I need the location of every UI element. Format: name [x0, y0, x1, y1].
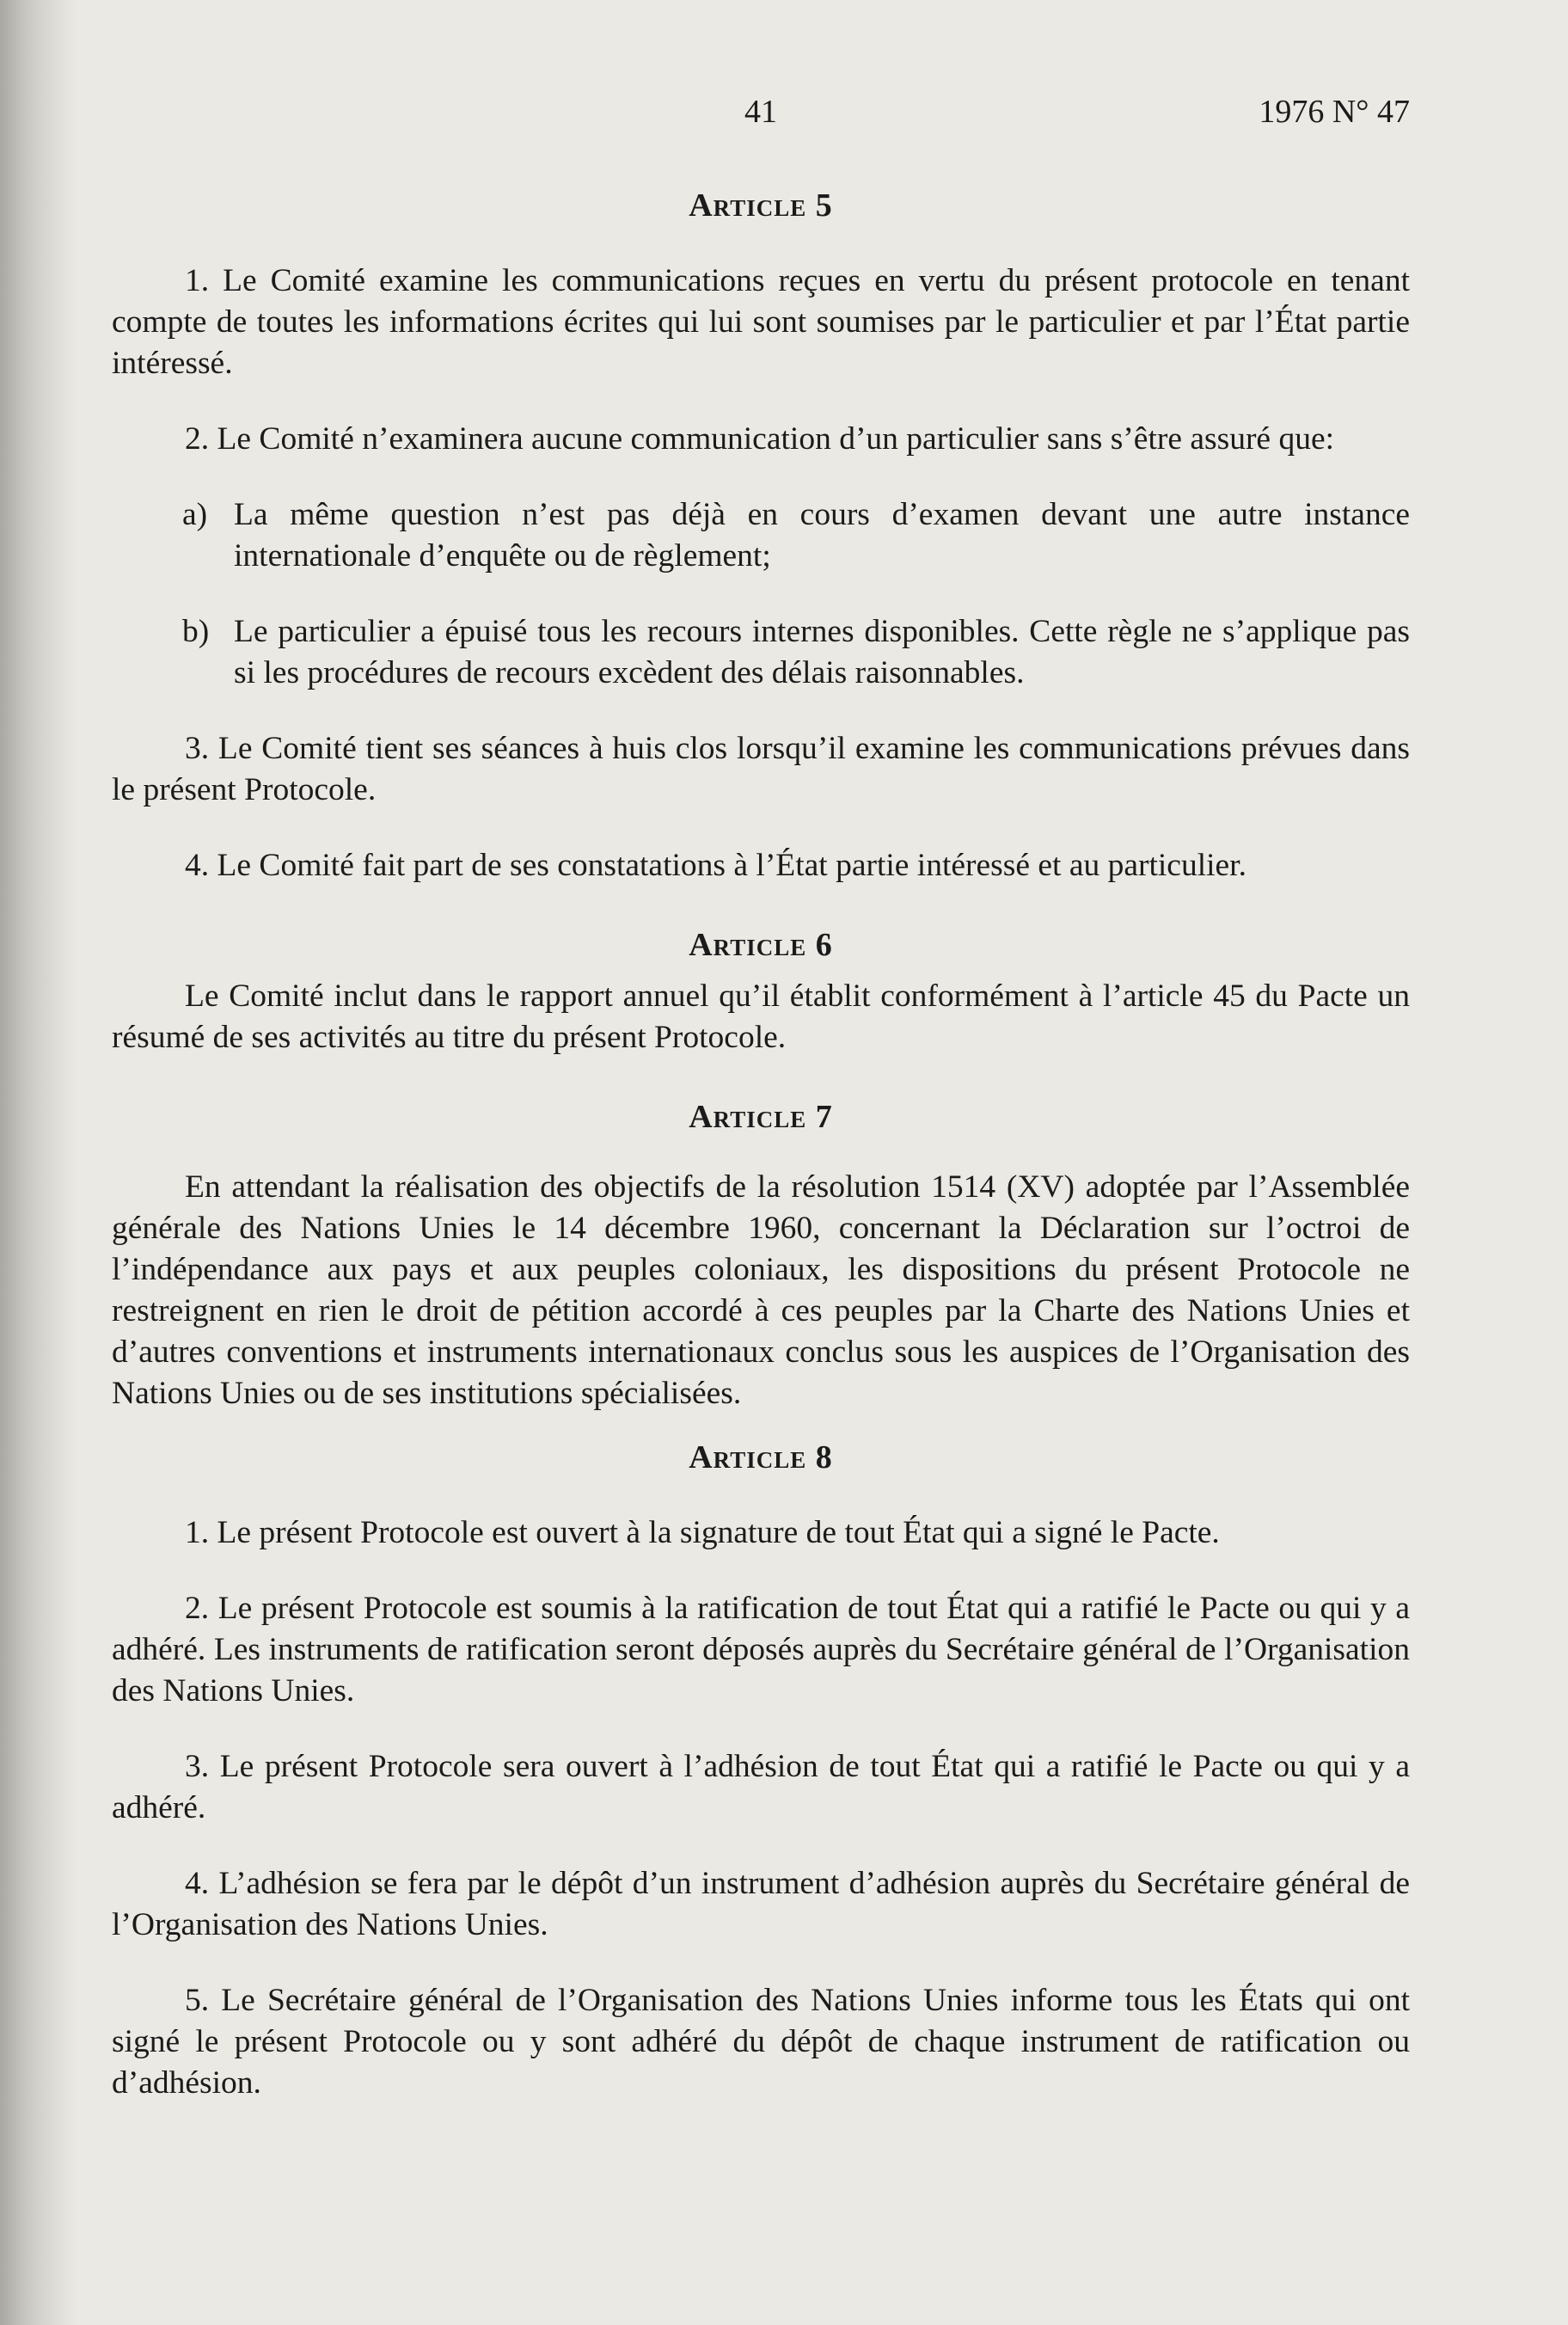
paragraph: En attendant la réalisation des objectifs de la résolution 1514 (XV) adoptée par l’Assemblée générale des Nations Unies le 14 décembre 1960, concernant la Déclaration sur l’octroi de l’indépendance aux pays et aux peuples coloniaux, les dispositions du présent Protocole ne restreignent en rien le droit de pétition accordé à ces peuples par la Charte des Nations Unies et d’autres conventions et instruments internationaux conclus sous les auspices de l’Organisation des Nations Unies ou de ses institutions spécialisées.: [112, 1169, 1410, 1411]
paragraph: 5. Le Secrétaire général de l’Organisation des Nations Unies informe tous les États qui ont signé le présent Protocole ou y sont adhéré du dépôt de chaque instrument de ratification ou d’adhésion.: [112, 1983, 1410, 2101]
paragraph: 1. Le présent Protocole est ouvert à la signature de tout État qui a signé le Pacte.: [185, 1515, 1220, 1550]
year-number: 1976 N° 47: [1259, 94, 1410, 130]
paragraph: 4. L’adhésion se fera par le dépôt d’un instrument d’adhésion auprès du Secrétaire général de l’Organisation des Nations Unies.: [112, 1866, 1410, 1942]
running-head: [112, 93, 1410, 144]
article-6: [112, 924, 1410, 1058]
page-number: 41: [744, 94, 777, 130]
article-heading: Article 6: [689, 927, 833, 963]
list-item-letter: b): [182, 614, 210, 649]
paragraph: Le Comité inclut dans le rapport annuel qu’il établit conformément à l’article 45 du Pacte un résumé de ses activités au titre du présent Protocole.: [112, 978, 1410, 1055]
article-8: [112, 1437, 1410, 2104]
article-7: [112, 1096, 1410, 1414]
article-heading: Article 8: [689, 1439, 833, 1475]
paragraph: 1. Le Comité examine les communications reçues en vertu du présent protocole en tenant compte de toutes les informations écrites qui lui sont soumises par le particulier et par l’État partie intéressé.: [112, 263, 1410, 381]
list-item: [112, 494, 1410, 577]
paragraph: 3. Le présent Protocole sera ouvert à l’adhésion de tout État qui a ratifié le Pacte ou qui y a adhéré.: [112, 1749, 1410, 1825]
paragraph: 2. Le Comité n’examinera aucune communication d’un particulier sans s’être assuré que:: [185, 421, 1335, 457]
article-heading: Article 7: [689, 1099, 833, 1135]
paragraph: 4. Le Comité fait part de ses constatations à l’État partie intéressé et au particulier.: [185, 848, 1246, 883]
list-item-letter: a): [182, 497, 208, 532]
list-item-text: Le particulier a épuisé tous les recours internes disponibles. Cette règle ne s’applique pas si les procédures de recours excèdent des délais raisonnables.: [234, 614, 1410, 690]
list-item: [112, 611, 1410, 694]
paragraph: 3. Le Comité tient ses séances à huis clos lorsqu’il examine les communications prévues dans le présent Protocole.: [112, 731, 1410, 807]
paragraph: 2. Le présent Protocole est soumis à la ratification de tout État qui a ratifié le Pacte ou qui y a adhéré. Les instruments de ratification seront déposés auprès du Secrétaire général de l’Organisation des Nations Unies.: [112, 1591, 1410, 1708]
article-heading: Article 5: [689, 187, 833, 224]
article-5: [112, 185, 1410, 886]
list-item-text: La même question n’est pas déjà en cours d’examen devant une autre instance internationale d’enquête ou de règlement;: [234, 497, 1410, 574]
document-body: [112, 185, 1410, 2104]
